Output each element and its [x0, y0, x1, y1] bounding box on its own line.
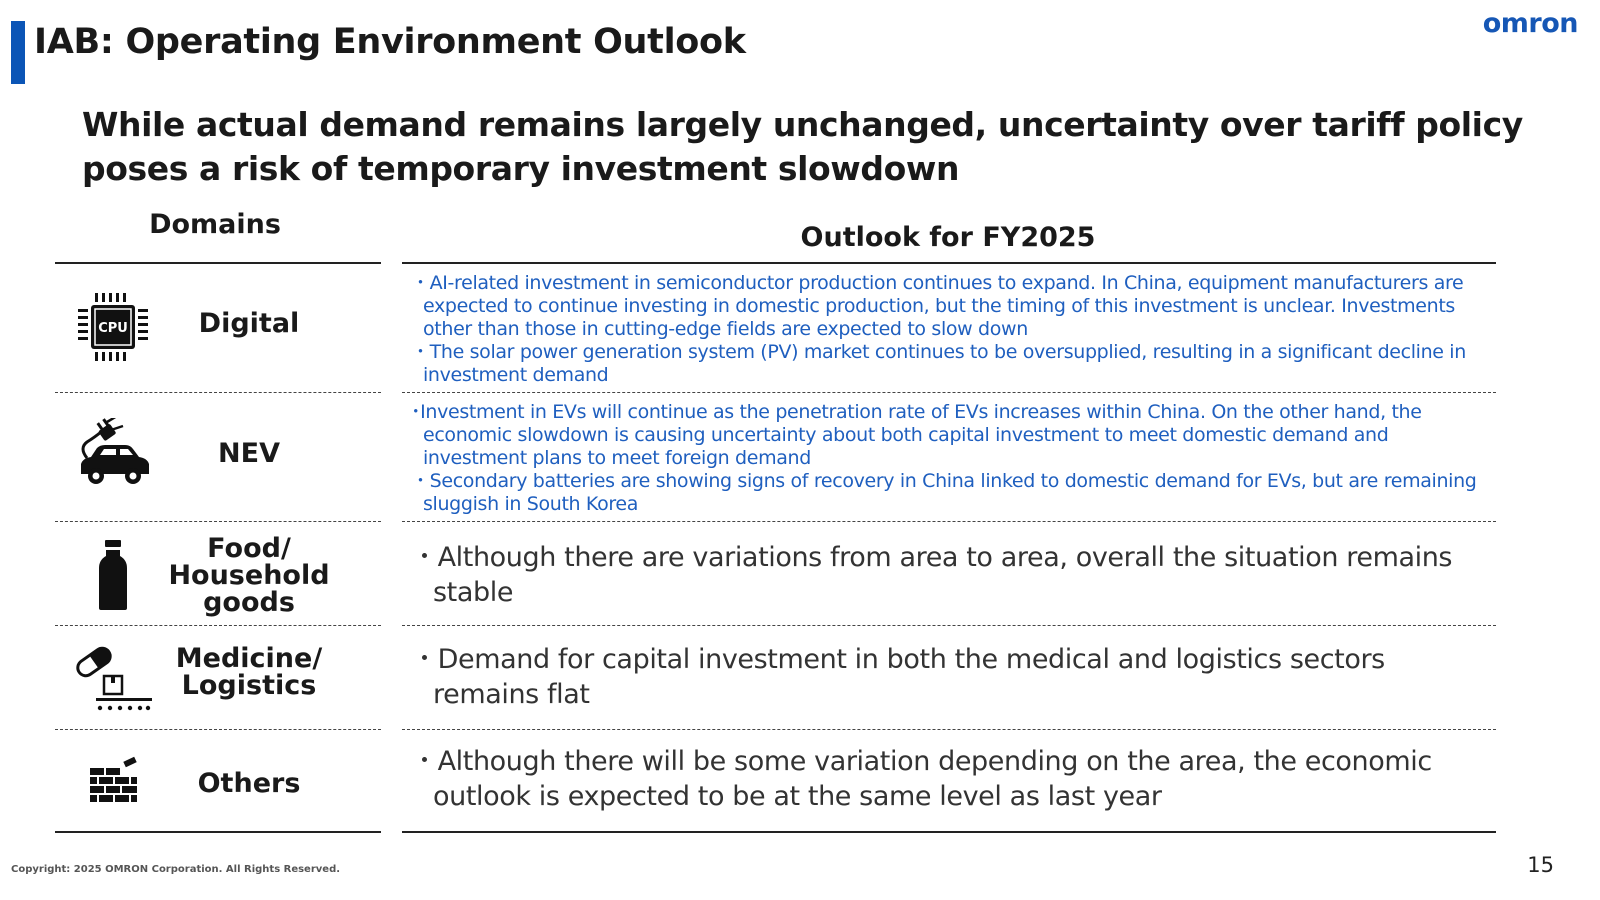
outlook-medicine-logistics	[407, 642, 1487, 712]
outlook-others	[407, 744, 1487, 814]
ev-car-plug-icon	[70, 418, 156, 494]
row-divider	[55, 521, 381, 522]
page-number: 15	[1527, 853, 1554, 877]
row-divider	[402, 392, 1496, 393]
outlook-item: ・The solar power generation system (PV) market continues to be oversupplied, resulting in a significant decline in investment demand	[411, 341, 1466, 386]
row-divider	[55, 625, 381, 626]
cpu-chip-icon	[70, 288, 156, 366]
row-divider	[55, 392, 381, 393]
outlook-item: ・Secondary batteries are showing signs of recovery in China linked to domestic demand for EVs, but are remaining sluggish in South Korea	[411, 470, 1477, 515]
title-accent-bar	[11, 21, 25, 84]
table-bottom-rule-left	[55, 831, 381, 833]
table-top-rule-right	[402, 262, 1496, 264]
cpu-label: CPU	[98, 321, 128, 336]
outlook-nev	[407, 401, 1487, 516]
row-divider	[402, 521, 1496, 522]
domain-label-others: Others	[197, 767, 301, 799]
row-divider	[402, 625, 1496, 626]
domain-label-medicine-logistics: Medicine/ Logistics	[175, 643, 323, 701]
column-header-domains: Domains	[149, 209, 281, 240]
domain-label-nev: NEV	[218, 437, 280, 469]
subtitle: While actual demand remains largely unchanged, uncertainty over tariff policy poses a risk of temporary investment slowdown	[82, 105, 1523, 188]
column-header-outlook: Outlook for FY2025	[800, 222, 1096, 253]
outlook-digital	[407, 272, 1487, 387]
outlook-item: ・Although there are variations from area to area, overall the situation remains stable	[411, 542, 1453, 608]
pill-conveyor-icon	[70, 642, 156, 714]
outlook-item: ･Investment in EVs will continue as the penetration rate of EVs increases within China. On the other hand, the economic slowdown is causing uncertainty about both capital investment to meet domestic demand and investment plans to meet foreign demand	[411, 401, 1422, 469]
copyright-notice: Copyright: 2025 OMRON Corporation. All Rights Reserved.	[11, 864, 341, 875]
row-divider	[55, 729, 381, 730]
bottle-icon	[70, 538, 156, 612]
omron-logo: omron	[1482, 8, 1578, 39]
outlook-item: ・AI-related investment in semiconductor production continues to expand. In China, equipment manufacturers are expected to continue investing in domestic production, but the timing of this investment is unclear. Investments other than those in cutting-edge fields are expected to slow down	[411, 272, 1464, 340]
table-top-rule-left	[55, 262, 381, 264]
outlook-item: ・Although there will be some variation depending on the area, the economic outlook is expected to be at the same level as last year	[411, 746, 1432, 812]
brick-wall-icon	[70, 752, 156, 808]
outlook-food-household	[407, 540, 1487, 610]
page-title: IAB: Operating Environment Outlook	[34, 22, 746, 62]
domain-label-digital: Digital	[198, 307, 300, 339]
domain-label-food-household: Food/ Household goods	[168, 532, 330, 618]
row-divider	[402, 729, 1496, 730]
outlook-item: ・Demand for capital investment in both the medical and logistics sectors remains flat	[411, 644, 1385, 710]
table-bottom-rule-right	[402, 831, 1496, 833]
